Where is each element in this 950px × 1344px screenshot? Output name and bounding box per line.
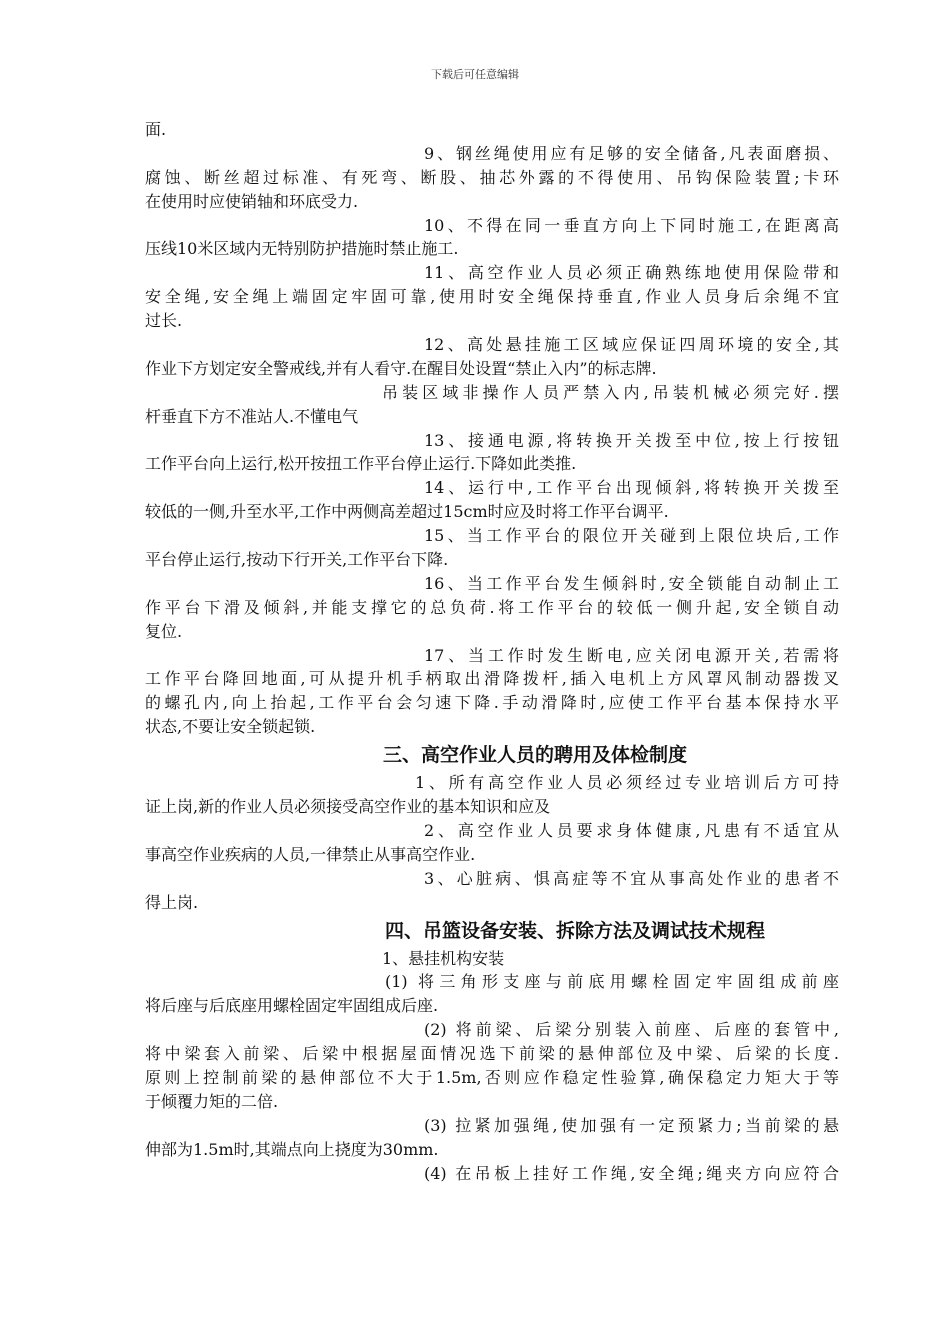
- text-line: 工作平台向上运行,松开按扭工作平台停止运行.下降如此类推.: [145, 454, 577, 474]
- section-heading: 四、吊篮设备安装、拆除方法及调试技术规程: [385, 919, 766, 942]
- text-line: 过长.: [145, 311, 183, 331]
- text-line: 杆垂直下方不准站人.不懂电气: [145, 406, 359, 426]
- text-line: 伸部为1.5m时,其端点向上挠度为30mm.: [145, 1139, 439, 1159]
- text-line: 2、高空作业人员要求身体健康,凡患有不适宜从: [424, 820, 839, 840]
- text-line: 证上岗,新的作业人员必须接受高空作业的基本知识和应及: [145, 797, 551, 817]
- text-line: 将中梁套入前梁、后梁中根据屋面情况选下前梁的悬伸部位及中梁、后梁的长度.: [145, 1044, 839, 1064]
- text-line: 1、悬挂机构安装: [382, 948, 505, 968]
- document-body: [145, 118, 839, 1185]
- text-line: 于倾覆力矩的二倍.: [145, 1091, 279, 1111]
- text-line: 安全绳,安全绳上端固定牢固可靠,使用时安全绳保持垂直,作业人员身后余绳不宜: [145, 287, 839, 307]
- text-line: 作业下方划定安全警戒线,并有人看守.在醒目处设置“禁止入内”的标志牌.: [145, 358, 657, 378]
- text-line: 15、当工作平台的限位开关碰到上限位块后,工作: [424, 526, 839, 546]
- text-line: 的螺孔内,向上抬起,工作平台会匀速下降.手动滑降时,应使工作平台基本保持水平: [145, 693, 839, 713]
- text-line: 作平台下滑及倾斜,并能支撑它的总负荷.将工作平台的较低一侧升起,安全锁自动: [145, 597, 839, 617]
- text-line: 原则上控制前梁的悬伸部位不大于1.5m,否则应作稳定性验算,确保稳定力矩大于等: [145, 1067, 839, 1087]
- text-line: 11、高空作业人员必须正确熟练地使用保险带和: [424, 263, 839, 283]
- text-line: 得上岗.: [145, 892, 199, 912]
- text-line: 17、当工作时发生断电,应关闭电源开关,若需将: [424, 645, 839, 665]
- section-heading: 三、高空作业人员的聘用及体检制度: [383, 744, 688, 767]
- text-line: 工作平台降回地面,可从提升机手柄取出滑降拨杆,插入电机上方风罩风制动器拨叉: [145, 669, 839, 689]
- text-line: 复位.: [145, 621, 183, 641]
- text-line: 13、接通电源,将转换开关拨至中位,按上行按钮: [424, 430, 839, 450]
- text-line: 在使用时应使销轴和环底受力.: [145, 191, 359, 211]
- text-line: 9、钢丝绳使用应有足够的安全储备,凡表面磨损、: [424, 143, 839, 163]
- text-line: 1、所有高空作业人员必须经过专业培训后方可持: [415, 773, 839, 793]
- text-line: 10、不得在同一垂直方向上下同时施工,在距离高: [424, 215, 839, 235]
- text-line: 16、当工作平台发生倾斜时,安全锁能自动制止工: [424, 573, 839, 593]
- text-line: (4) 在吊板上挂好工作绳,安全绳;绳夹方向应符合: [424, 1163, 839, 1183]
- text-line: 将后座与后底座用螺栓固定牢固组成后座.: [145, 996, 439, 1016]
- text-line: 3、心脏病、惧高症等不宜从事高处作业的患者不: [424, 868, 839, 888]
- text-line: 12、高处悬挂施工区域应保证四周环境的安全,其: [424, 335, 839, 355]
- page-header: 下载后可任意编辑: [431, 68, 519, 81]
- text-line: 吊装区域非操作人员严禁入内,吊装机械必须完好.摆: [382, 382, 839, 402]
- text-line: 面.: [145, 120, 167, 139]
- text-line: (2) 将前梁、后梁分别装入前座、后座的套管中,: [424, 1020, 839, 1040]
- text-line: 压线10米区域内无特别防护措施时禁止施工.: [145, 239, 459, 259]
- text-line: 较低的一侧,升至水平,工作中两侧高差超过15cm时应及时将工作平台调平.: [145, 502, 669, 522]
- text-line: 平台停止运行,按动下行开关,工作平台下降.: [145, 550, 449, 570]
- text-line: 14、运行中,工作平台出现倾斜,将转换开关拨至: [424, 478, 839, 498]
- text-line: (1) 将三角形支座与前底用螺栓固定牢固组成前座: [385, 972, 839, 992]
- text-line: 事高空作业疾病的人员,一律禁止从事高空作业.: [145, 844, 476, 864]
- text-line: (3) 拉紧加强绳,使加强有一定预紧力;当前梁的悬: [424, 1115, 839, 1135]
- text-line: 状态,不要让安全锁起锁.: [145, 717, 316, 737]
- text-line: 腐蚀、断丝超过标准、有死弯、断股、抽芯外露的不得使用、吊钩保险装置;卡环: [145, 167, 839, 187]
